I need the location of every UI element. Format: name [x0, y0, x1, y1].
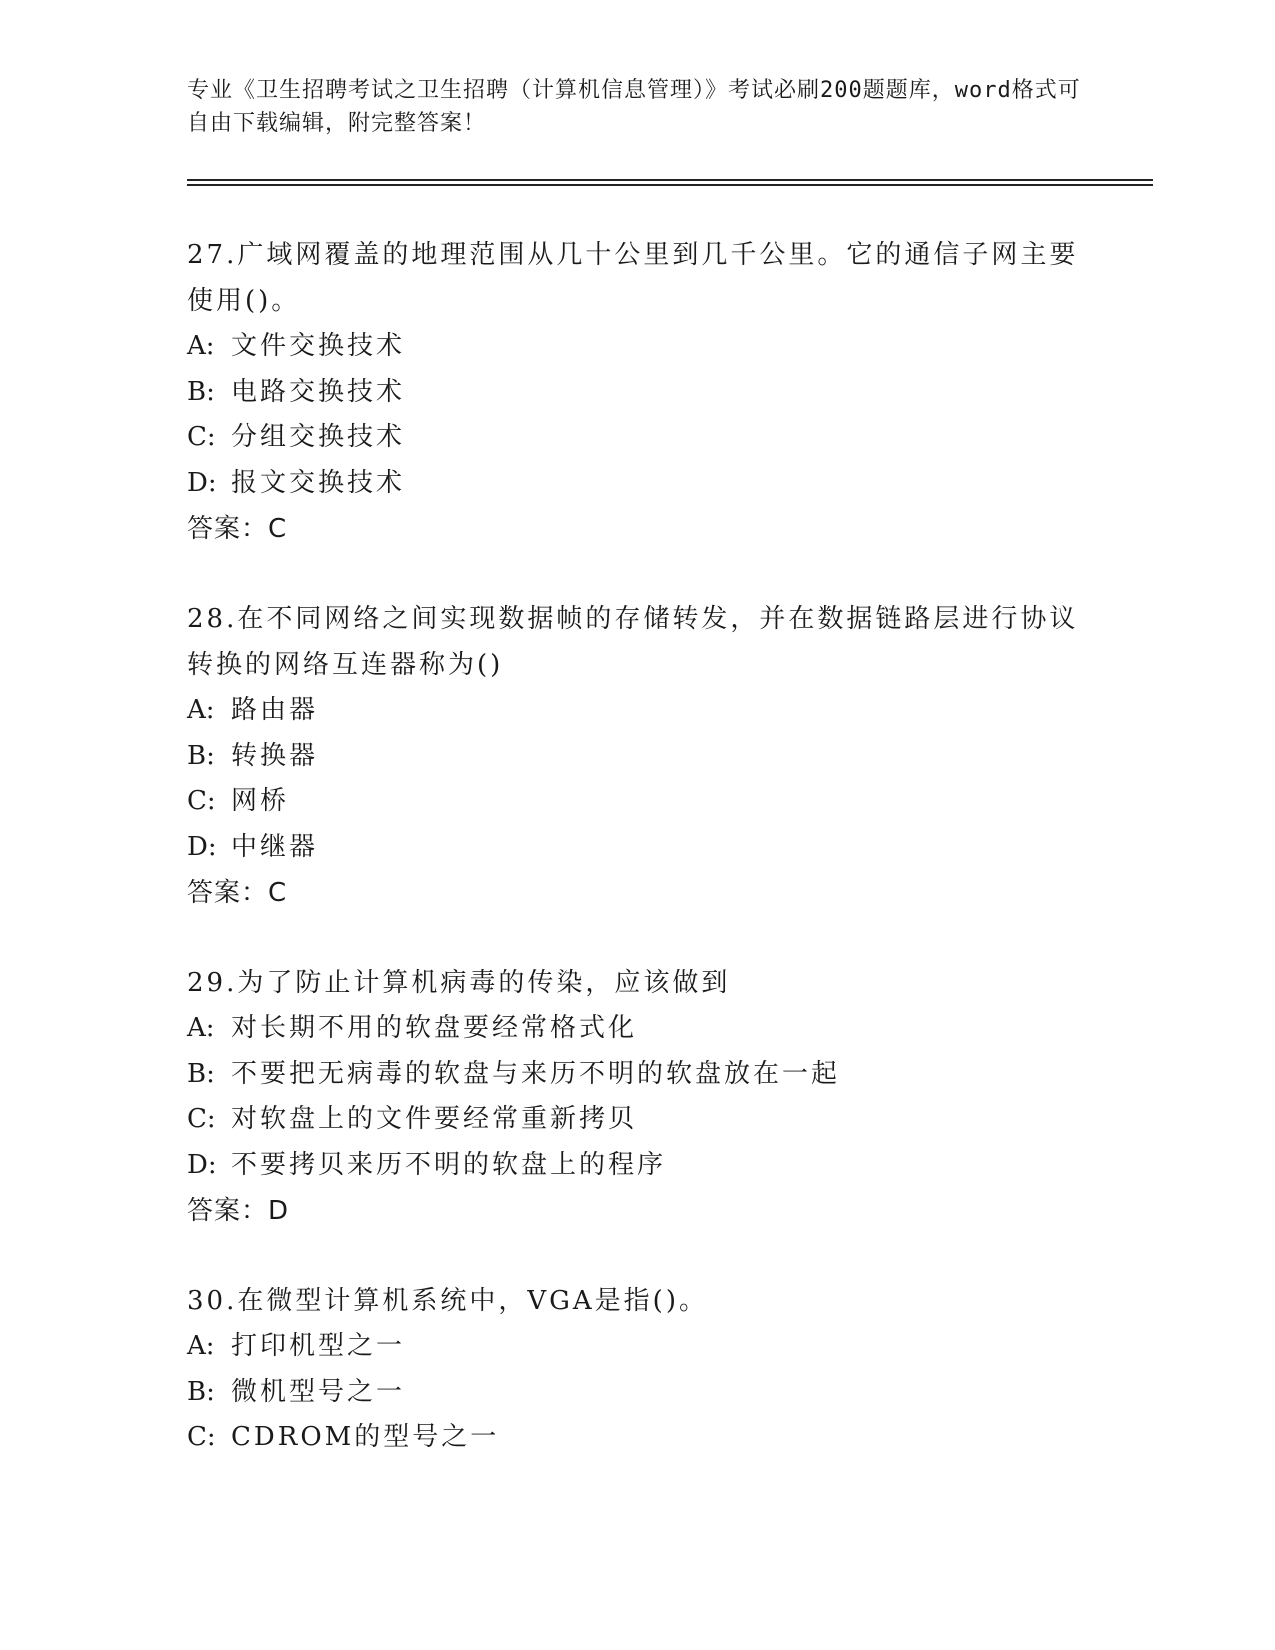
question-28	[187, 596, 1087, 916]
answer-line: 答案：D	[187, 1196, 290, 1226]
option-b	[187, 1370, 1087, 1416]
question-stem: 30.在微型计算机系统中，VGA是指()。	[187, 1286, 708, 1316]
option-letter: B:	[187, 1058, 215, 1089]
question-27	[187, 232, 1087, 552]
option-letter: B:	[187, 1376, 215, 1407]
option-a	[187, 1324, 1087, 1370]
option-text: 报文交换技术	[231, 467, 406, 498]
option-letter: C:	[187, 1422, 216, 1452]
option-c	[187, 1097, 1087, 1143]
question-stem: 29.为了防止计算机病毒的传染，应该做到	[187, 968, 731, 998]
option-text: 不要拷贝来历不明的软盘上的程序	[231, 1149, 667, 1180]
option-a	[187, 324, 1087, 370]
question-29	[187, 960, 1087, 1234]
option-text: 不要把无病毒的软盘与来历不明的软盘放在一起	[231, 1058, 841, 1089]
option-text: 电路交换技术	[231, 376, 406, 407]
question-list	[187, 232, 1087, 1505]
option-letter: C:	[187, 422, 216, 452]
question-stem: 27.广域网覆盖的地理范围从几十公里到几千公里。它的通信子网主要使用()。	[187, 240, 1079, 316]
option-text: 路由器	[231, 695, 319, 725]
option-letter: A:	[187, 1013, 215, 1043]
option-letter: C:	[187, 786, 216, 816]
option-letter: D:	[187, 1149, 217, 1180]
option-letter: B:	[187, 740, 215, 771]
option-letter: A:	[187, 695, 215, 725]
option-b	[187, 1052, 1087, 1098]
option-letter: A:	[187, 1331, 215, 1361]
option-letter: A:	[187, 331, 215, 361]
option-letter: C:	[187, 1104, 216, 1134]
option-text: 对长期不用的软盘要经常格式化	[231, 1013, 638, 1043]
header-rule-bottom	[187, 184, 1153, 186]
option-text: 对软盘上的文件要经常重新拷贝	[231, 1104, 638, 1134]
header-rule-top	[187, 179, 1153, 181]
option-a	[187, 1006, 1087, 1052]
option-text: 文件交换技术	[231, 331, 406, 361]
option-b	[187, 734, 1087, 780]
option-c	[187, 779, 1087, 825]
option-a	[187, 688, 1087, 734]
option-text: 打印机型之一	[231, 1331, 406, 1361]
option-letter: B:	[187, 376, 215, 407]
question-30	[187, 1278, 1087, 1461]
option-letter: D:	[187, 467, 217, 498]
option-d	[187, 825, 1087, 871]
document-header: 专业《卫生招聘考试之卫生招聘（计算机信息管理）》考试必刷200题题库，word格式可自由下载编辑，附完整答案！	[187, 78, 1081, 136]
option-text: 网桥	[231, 786, 290, 816]
question-stem: 28.在不同网络之间实现数据帧的存储转发，并在数据链路层进行协议转换的网络互连器称为()	[187, 604, 1079, 680]
option-text: 分组交换技术	[231, 422, 406, 452]
answer-line: 答案：C	[187, 514, 288, 544]
option-c	[187, 415, 1087, 461]
option-text: 微机型号之一	[231, 1376, 406, 1407]
option-text: 转换器	[231, 740, 319, 771]
option-b	[187, 370, 1087, 416]
option-text: 中继器	[231, 831, 319, 862]
answer-line: 答案：C	[187, 878, 288, 908]
option-c	[187, 1415, 1087, 1461]
option-letter: D:	[187, 831, 217, 862]
option-d	[187, 1143, 1087, 1189]
option-text: CDROM的型号之一	[231, 1422, 500, 1452]
option-d	[187, 461, 1087, 507]
